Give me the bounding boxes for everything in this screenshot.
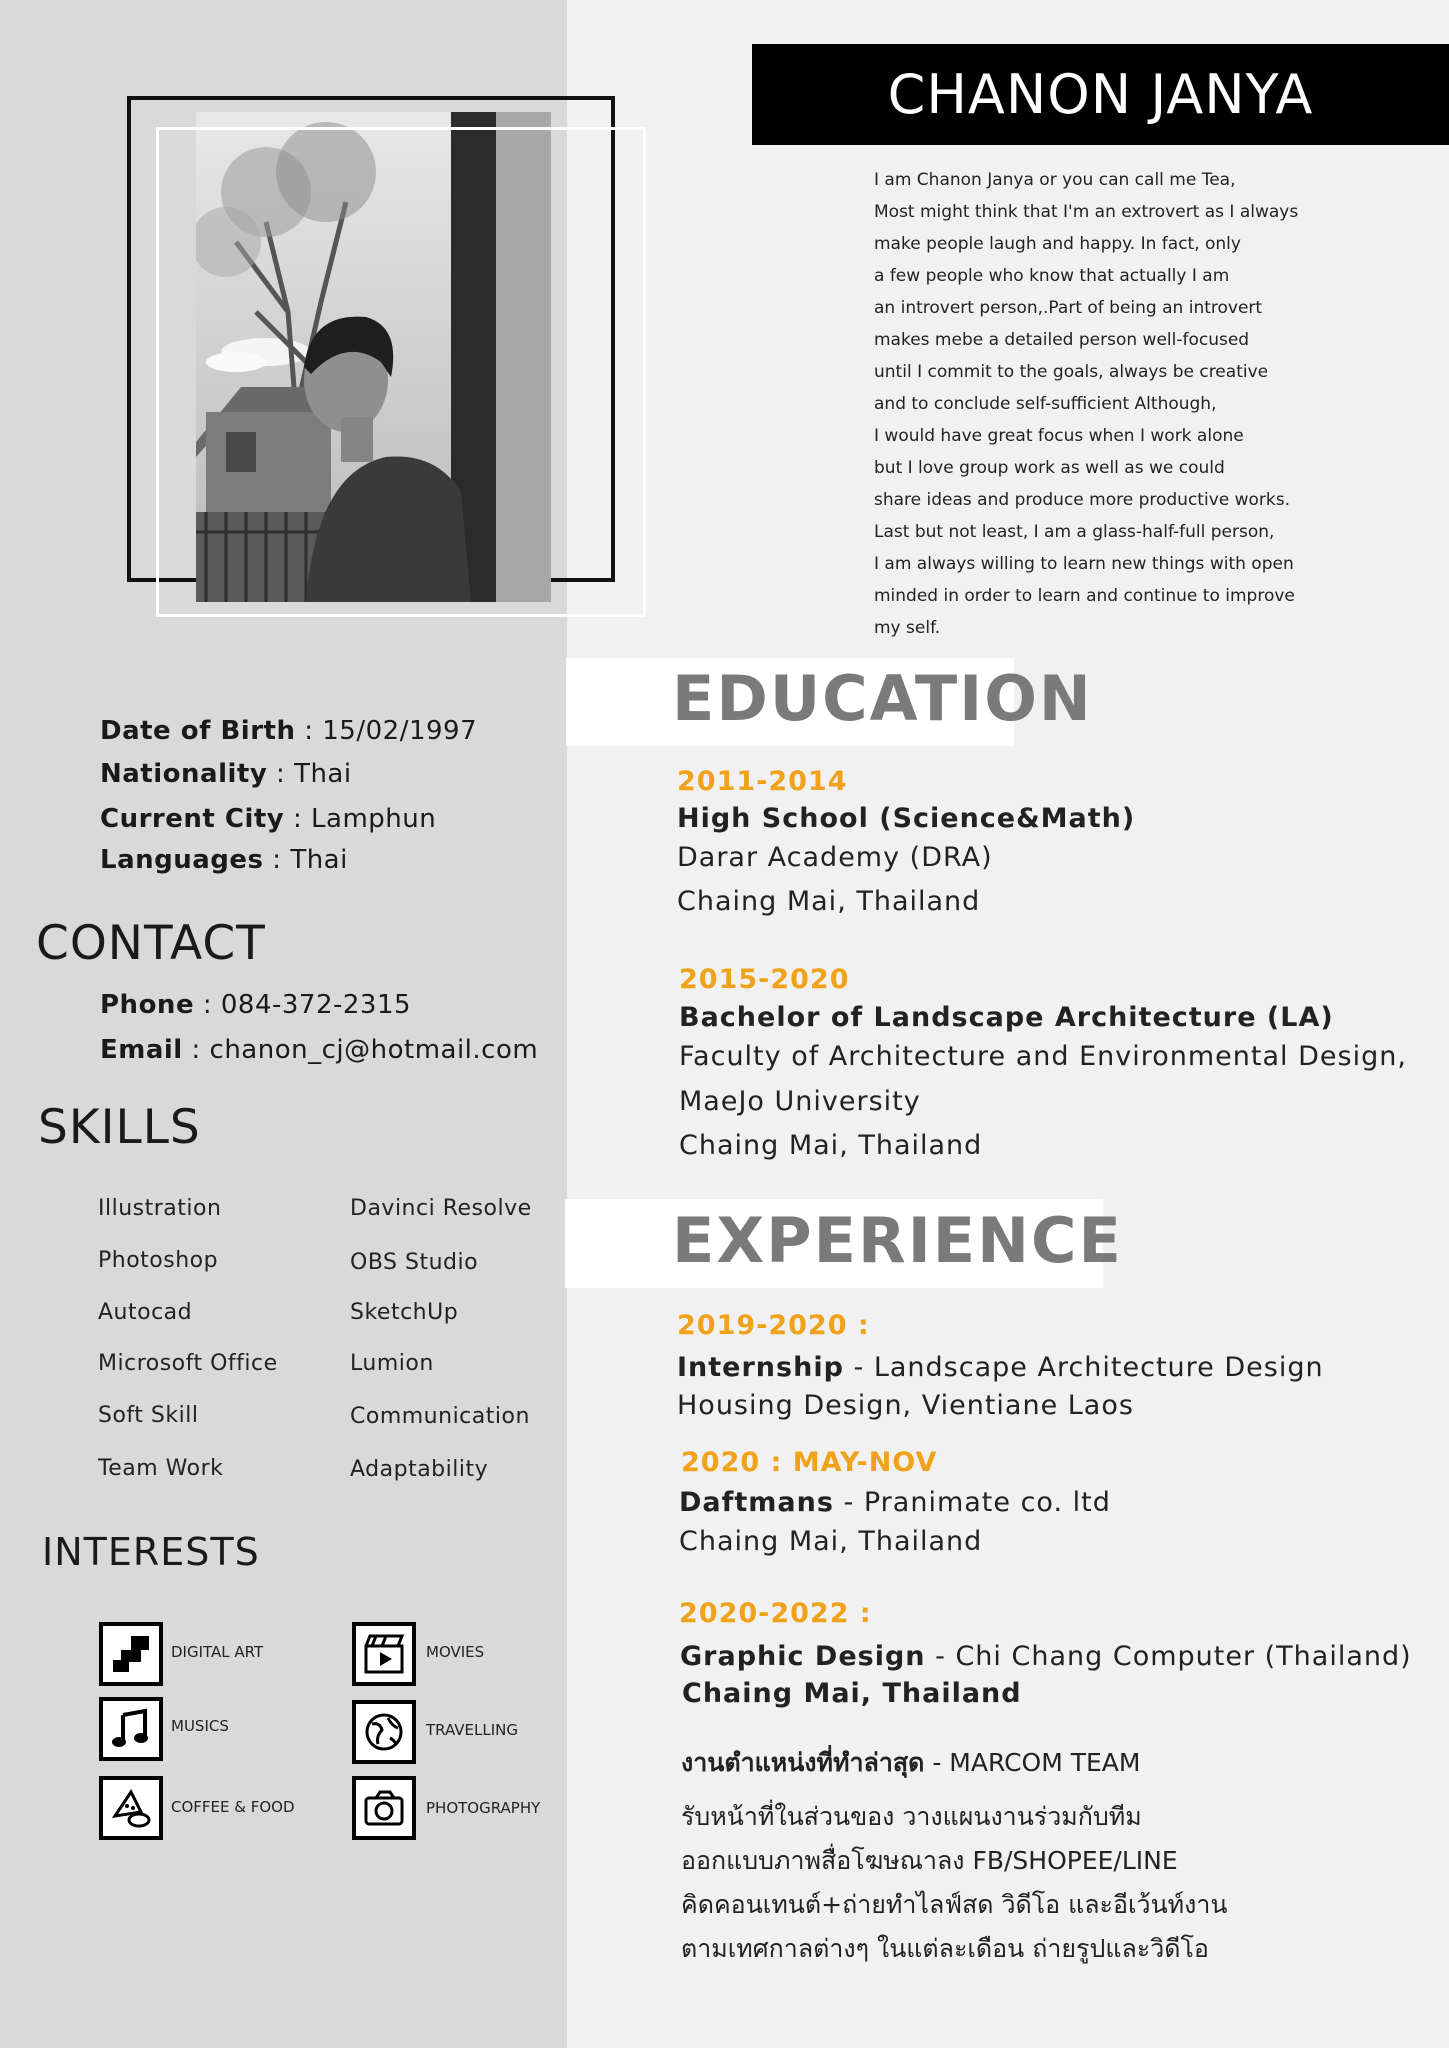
about-line: makes mebe a detailed person well-focused	[874, 330, 1250, 350]
experience-role: Internship - Landscape Architecture Design	[677, 1352, 1324, 1383]
experience-place: Chaing Mai, Thailand	[682, 1678, 1022, 1709]
date-of-birth: Date of Birth : 15/02/1997	[100, 716, 478, 746]
skill-item: Adaptability	[350, 1457, 489, 1482]
interest-label: MOVIES	[426, 1643, 485, 1661]
latest-duty: คิดคอนเทนต์+ถ่ายทำไลฟ์สด วิดีโอ และอีเว้นท์งาน	[681, 1890, 1228, 1919]
experience-place: Housing Design, Vientiane Laos	[677, 1390, 1134, 1421]
skill-item: Microsoft Office	[98, 1351, 278, 1376]
experience-period: 2020 : MAY-NOV	[681, 1447, 938, 1478]
latest-duty: ตามเทศกาลต่างๆ ในแต่ละเดือน ถ่ายรูปและวิดีโอ	[681, 1934, 1209, 1963]
interest-label: PHOTOGRAPHY	[426, 1799, 541, 1817]
about-line: minded in order to learn and continue to improve	[874, 586, 1295, 606]
interest-label: DIGITAL ART	[171, 1643, 264, 1661]
education-location: Chaing Mai, Thailand	[679, 1130, 983, 1161]
skill-item: Photoshop	[98, 1248, 219, 1273]
experience-role: Graphic Design - Chi Chang Computer (Thailand)	[680, 1641, 1412, 1672]
digital-art-icon	[99, 1622, 163, 1686]
education-school: Darar Academy (DRA)	[677, 842, 993, 873]
education-title: EDUCATION	[672, 662, 1093, 735]
interest-label: COFFEE & FOOD	[171, 1798, 295, 1816]
phone: Phone : 084-372-2315	[100, 990, 412, 1020]
name-banner: CHANON JANYA	[752, 44, 1449, 145]
interest-label: TRAVELLING	[426, 1721, 518, 1739]
latest-duty: ออกแบบภาพสื่อโฆษณาลง FB/SHOPEE/LINE	[681, 1846, 1178, 1875]
about-line: a few people who know that actually I am	[874, 266, 1230, 286]
camera-icon	[352, 1776, 416, 1840]
nationality: Nationality : Thai	[100, 759, 352, 789]
about-line: my self.	[874, 618, 941, 638]
skill-item: Communication	[350, 1404, 530, 1429]
skill-item: Lumion	[350, 1351, 434, 1376]
about-line: but I love group work as well as we could	[874, 458, 1225, 478]
education-location: Chaing Mai, Thailand	[677, 886, 981, 917]
skill-item: Autocad	[98, 1300, 193, 1325]
education-faculty: Faculty of Architecture and Environmental Design,	[679, 1041, 1407, 1072]
about-paragraph	[874, 164, 1394, 644]
contact-title: CONTACT	[36, 916, 266, 971]
education-years: 2015-2020	[679, 964, 850, 995]
experience-period: 2020-2022 :	[679, 1598, 872, 1629]
about-line: Most might think that I'm an extrovert as I always	[874, 202, 1299, 222]
about-line: I am always willing to learn new things with open	[874, 554, 1294, 574]
about-line: an introvert person,.Part of being an introvert	[874, 298, 1263, 318]
education-years: 2011-2014	[677, 766, 848, 797]
about-line: make people laugh and happy. In fact, only	[874, 234, 1241, 254]
movie-clapper-icon	[352, 1622, 416, 1686]
email: Email : chanon_cj@hotmail.com	[100, 1035, 539, 1065]
education-degree: High School (Science&Math)	[677, 803, 1136, 834]
languages: Languages : Thai	[100, 845, 348, 875]
education-school: MaeJo University	[679, 1086, 921, 1117]
food-icon	[99, 1776, 163, 1840]
about-line: and to conclude self-sufficient Although,	[874, 394, 1217, 414]
skill-item: SketchUp	[350, 1300, 459, 1325]
about-line: until I commit to the goals, always be creative	[874, 362, 1269, 382]
experience-title: EXPERIENCE	[672, 1204, 1123, 1277]
skill-item: Davinci Resolve	[350, 1196, 532, 1221]
experience-role: Daftmans - Pranimate co. ltd	[679, 1487, 1111, 1518]
music-note-icon	[99, 1697, 163, 1761]
skills-title: SKILLS	[38, 1100, 201, 1155]
education-degree: Bachelor of Landscape Architecture (LA)	[679, 1002, 1334, 1033]
about-line: Last but not least, I am a glass-half-full person,	[874, 522, 1275, 542]
current-city: Current City : Lamphun	[100, 804, 437, 834]
about-line: I would have great focus when I work alone	[874, 426, 1244, 446]
globe-icon	[352, 1700, 416, 1764]
skill-item: Soft Skill	[98, 1403, 199, 1428]
latest-duty: รับหน้าที่ในส่วนของ วางแผนงานร่วมกับทีม	[681, 1802, 1142, 1831]
skill-item: Illustration	[98, 1196, 222, 1221]
interest-label: MUSICS	[171, 1717, 229, 1735]
interests-title: INTERESTS	[42, 1530, 260, 1574]
latest-position: งานตำแหน่งที่ทำล่าสุด - MARCOM TEAM	[681, 1748, 1141, 1777]
photo-frame-inner	[156, 127, 646, 617]
skill-item: Team Work	[98, 1456, 224, 1481]
about-line: share ideas and produce more productive works.	[874, 490, 1291, 510]
experience-period: 2019-2020 :	[677, 1310, 870, 1341]
about-line: I am Chanon Janya or you can call me Tea,	[874, 170, 1236, 190]
experience-place: Chaing Mai, Thailand	[679, 1526, 983, 1557]
skill-item: OBS Studio	[350, 1250, 479, 1275]
